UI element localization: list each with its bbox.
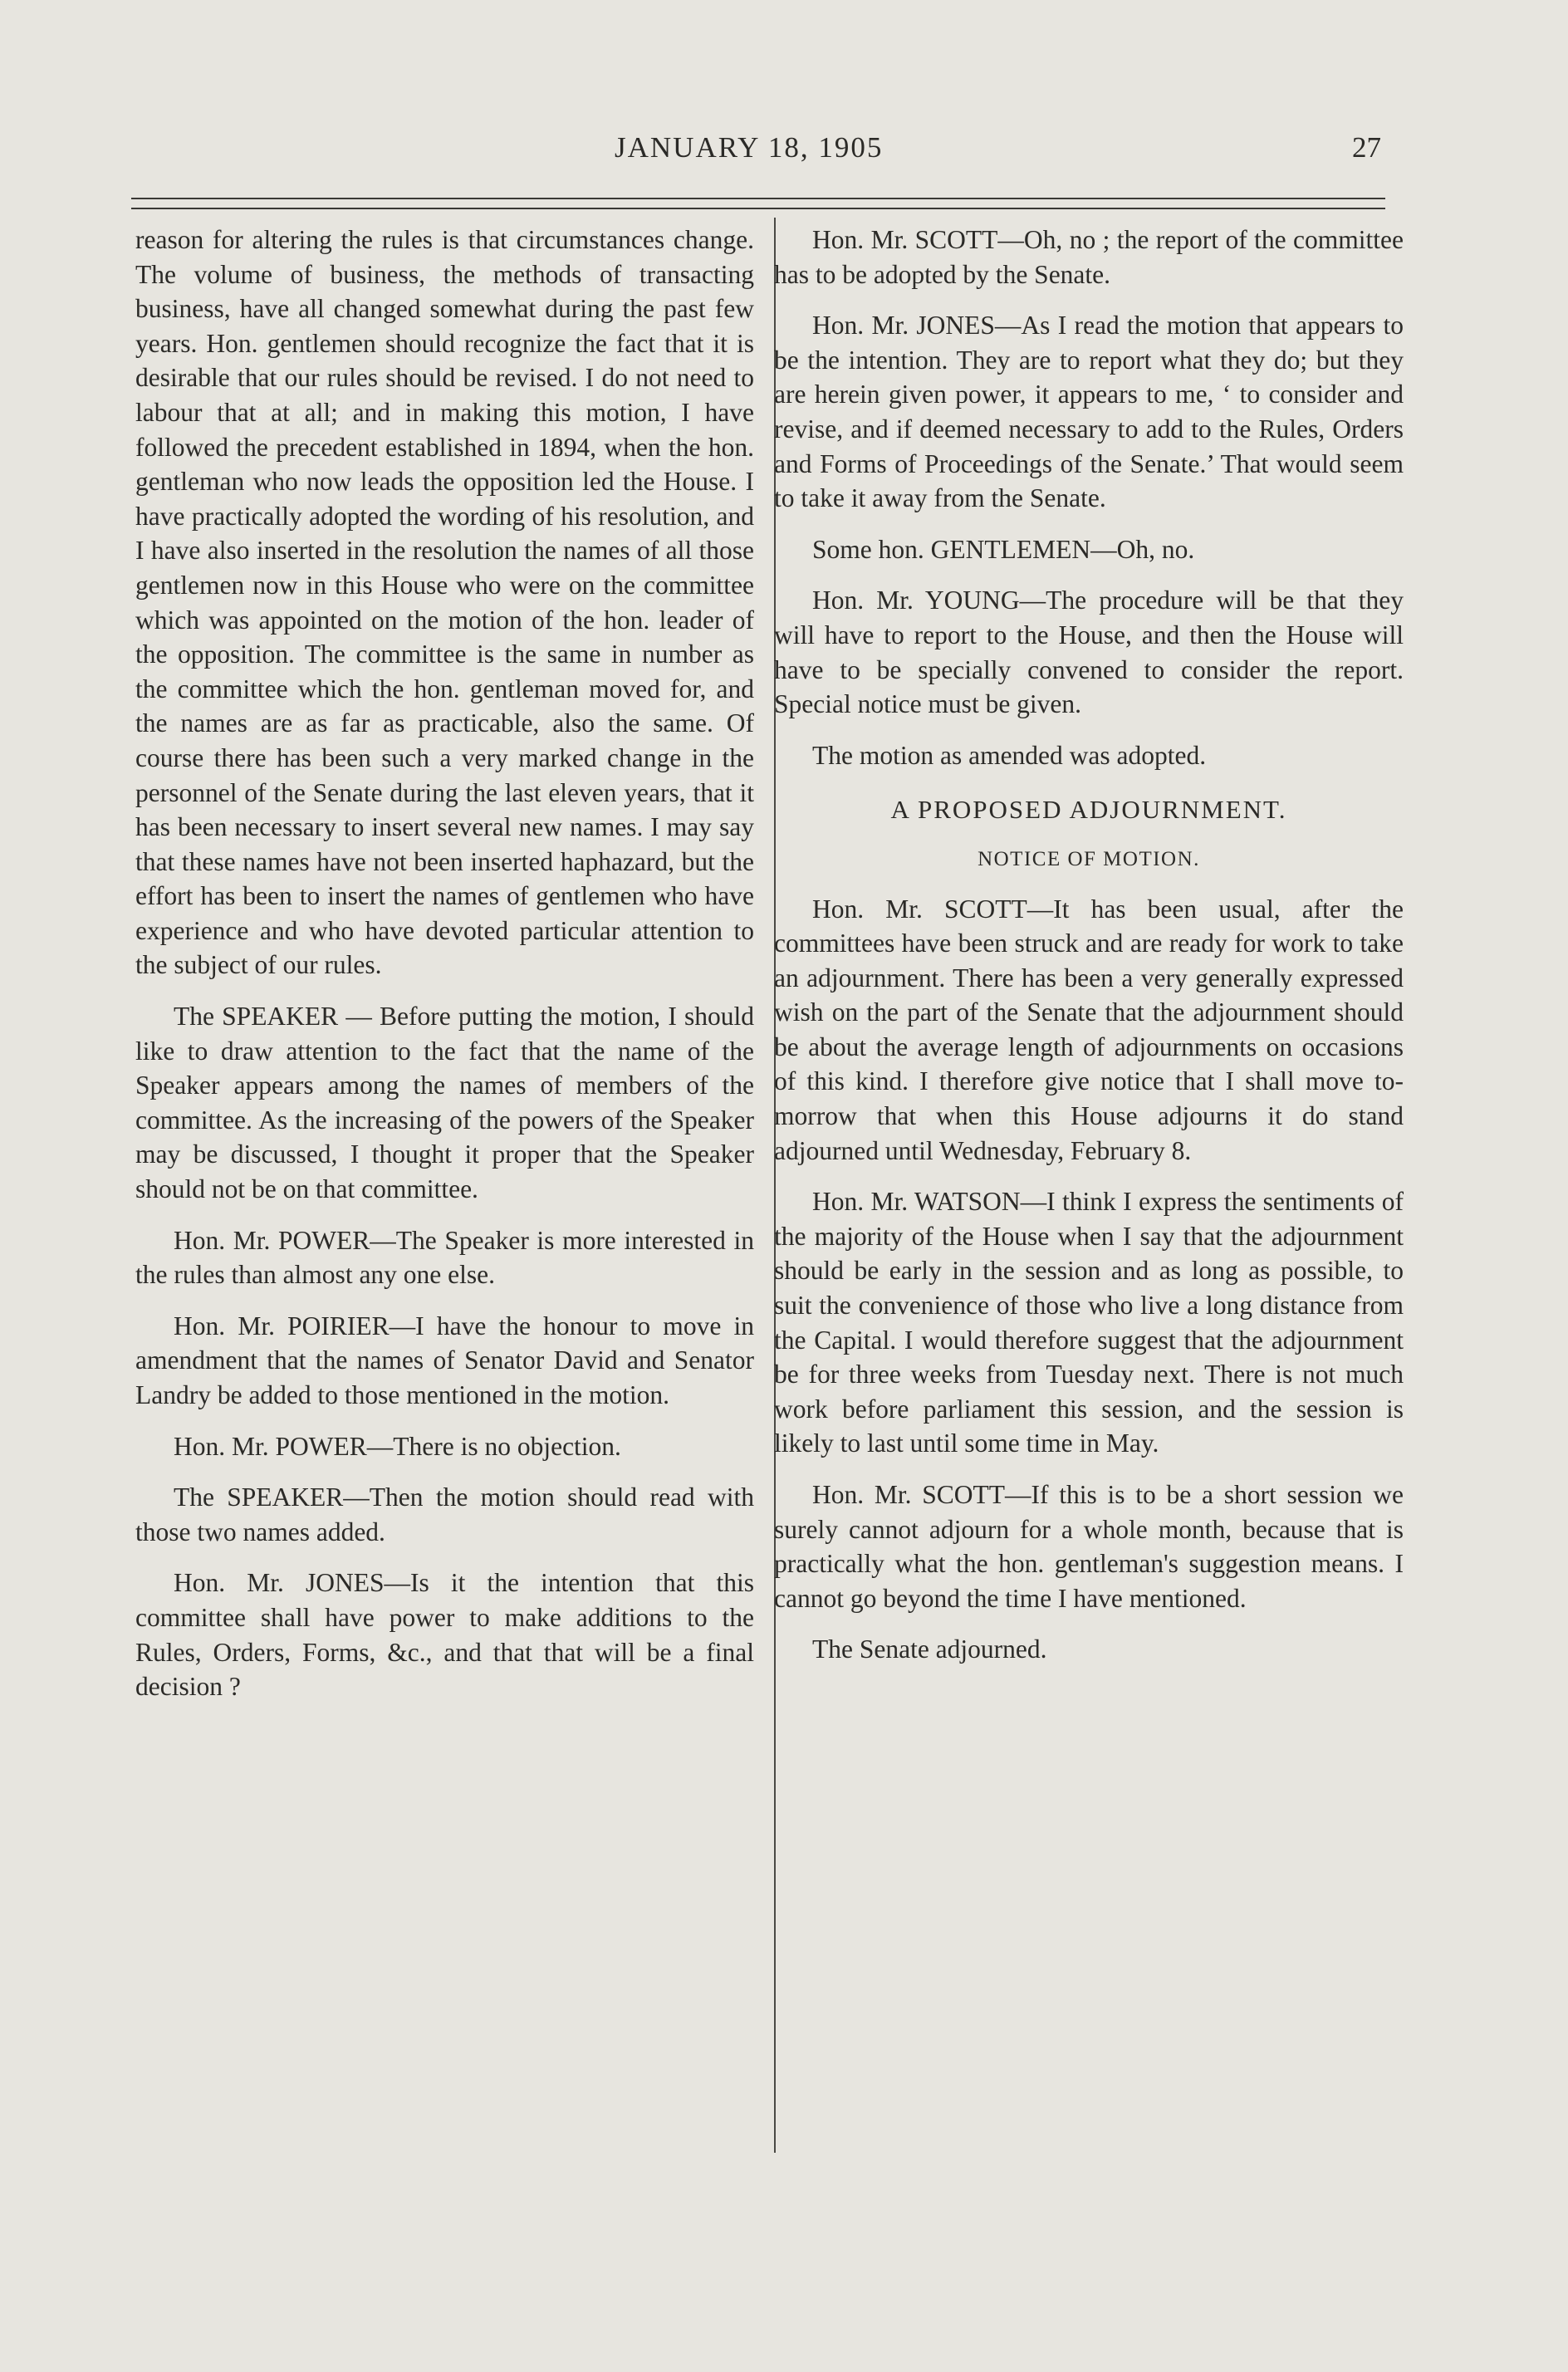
paragraph: Hon. Mr. POIRIER—I have the honour to move in amendment that the names of Senator David and Senator Landry be added to those mentioned in the motion. xyxy=(135,1311,754,1409)
header-rule-bottom xyxy=(131,208,1385,209)
left-column xyxy=(135,223,754,1721)
paragraph: Hon. Mr. JONES—As I read the motion that appears to be the intention. They are to report what they do; but they are herein given power, it appears to me, ‘ to consider and revise, and if deemed necessary to add to the Rules, Orders and Forms of Proceedings of the Senate.’ That would seem to take it away from the Senate. xyxy=(774,311,1404,513)
paragraph: Hon. Mr. POWER—The Speaker is more interested in the rules than almost any one else. xyxy=(135,1225,754,1290)
paragraph: The SPEAKER—Then the motion should read with those two names added. xyxy=(135,1482,754,1546)
paragraph: Hon. Mr. SCOTT—Oh, no ; the report of the committee has to be adopted by the Senate. xyxy=(774,225,1404,289)
paragraph: reason for altering the rules is that circumstances change. The volume of business, the methods of transacting business, have all changed somewhat during the past few years. Hon. gentlemen should recognize the fact that it is desirable that our rules should be revised. I do not need to labour that at all; and in making this motion, I have followed the precedent established in 1894, when the hon. gentleman who now leads the opposition led the House. I have practically adopted the wording of his resolution, and I have also inserted in the resolution the names of all those gentlemen now in this House who were on the committee which was appointed on the motion of the hon. leader of the opposition. The committee is the same in number as the committee which the hon. gentleman moved for, and the names are as far as practicable, also the same. Of course there has been such a very marked change in the personnel of the Senate during the last eleven years, that it has been necessary to insert several new names. I may say that these names have not been inserted haphazard, but the effort has been to insert the names of gentlemen who have experience and who have devoted particular attention to the subject of our rules. xyxy=(135,225,754,980)
paragraph: The SPEAKER — Before putting the motion, I should like to draw attention to the fact that the name of the Speaker appears among the names of members of the committee. As the increasing of the powers of the Speaker may be discussed, I thought it proper that the Speaker should not be on that committee. xyxy=(135,1002,754,1204)
section-heading: A PROPOSED ADJOURNMENT. xyxy=(890,795,1287,825)
page-number: 27 xyxy=(1352,131,1381,164)
header-date: JANUARY 18, 1905 xyxy=(615,131,884,164)
paragraph: The motion as amended was adopted. xyxy=(812,740,1207,770)
paragraph: Hon. Mr. YOUNG—The procedure will be that they will have to report to the House, and then the House will have to be specially convened to consider the report. Special notice must be given. xyxy=(774,586,1404,719)
running-header xyxy=(0,131,1568,173)
right-column xyxy=(774,223,1404,1683)
paragraph: Hon. Mr. POWER—There is no objection. xyxy=(174,1431,621,1461)
header-rule-top xyxy=(131,198,1385,199)
paragraph: The Senate adjourned. xyxy=(812,1634,1047,1664)
paragraph: Hon. Mr. SCOTT—It has been usual, after the committees have been struck and are ready for work to take an adjournment. There has been a very generally expressed wish on the part of the Senate that the adjournment should be about the average length of adjournments on occasions of this kind. I therefore give notice that I shall move to-morrow that when this House adjourns it do stand adjourned until Wednesday, February 8. xyxy=(774,894,1404,1165)
paragraph: Some hon. GENTLEMEN—Oh, no. xyxy=(812,534,1195,564)
paragraph: Hon. Mr. JONES—Is it the intention that this committee shall have power to make additions to the Rules, Orders, Forms, &c., and that that will be a final decision ? xyxy=(135,1568,754,1702)
paragraph: Hon. Mr. SCOTT—If this is to be a short session we surely cannot adjourn for a whole month, because that is practically what the hon. gentleman's suggestion means. I cannot go beyond the time I have mentioned. xyxy=(774,1480,1404,1613)
section-subheading: NOTICE OF MOTION. xyxy=(978,847,1200,870)
paragraph: Hon. Mr. WATSON—I think I express the sentiments of the majority of the House when I say that the adjournment should be early in the session and as long as possible, to suit the convenience of those who live a long distance from the Capital. I would therefore suggest that the adjournment be for three weeks from Tuesday next. There is not much work before parliament this session, and the session is likely to last until some time in May. xyxy=(774,1187,1404,1458)
